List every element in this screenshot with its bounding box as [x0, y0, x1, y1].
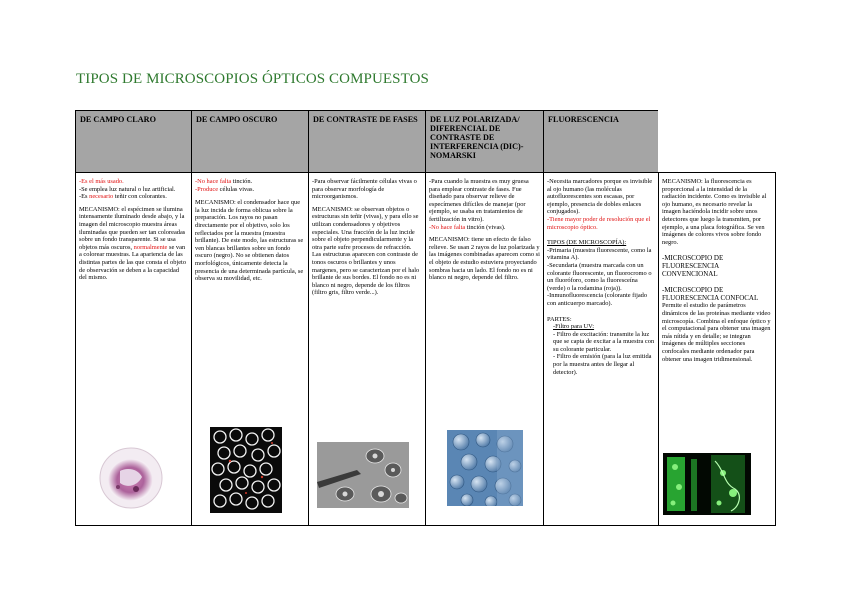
campo-claro-image	[98, 445, 164, 511]
campo-oscuro-bullet2-red: -Produce	[195, 185, 219, 193]
header-fluorescencia: FLUORESCENCIA	[543, 110, 659, 173]
header-campo-claro: DE CAMPO CLARO	[75, 110, 192, 173]
microscopes-table	[75, 110, 776, 526]
campo-oscuro-bullet2-post: células vivas.	[218, 185, 255, 193]
campo-claro-bullet3-pre: -Es	[79, 193, 90, 201]
header-campo-oscuro: DE CAMPO OSCURO	[191, 110, 309, 173]
polarizada-intro: -Para cuando la muestra es muy gruesa para emplear contraste de fases. Fue diseñado para observar relieve de especímenes difíciles de manejar (por ejemplo, se usaba en tratamientos de fertilización in vitro).	[429, 178, 529, 223]
cell-fluorescencia	[543, 172, 659, 526]
cell-fluorescencia-detalle	[658, 172, 776, 526]
campo-oscuro-image	[210, 427, 282, 513]
fluorescencia-image	[663, 453, 751, 515]
campo-claro-bullet3-red: necesario	[89, 193, 114, 201]
fluorescencia-confocal-text: Permite el estudio de parámetros dinámicos de las proteínas mediante video microscopía. Combina el enfoque óptico y el computacional para obtener una imagen más nítida y en detalle; se integran imágenes de múltiples secciones confocales mediante ordenador para obtener una imagen tridimensional.	[662, 302, 771, 363]
campo-claro-bullet3-post: teñir con colorantes.	[113, 193, 167, 201]
campo-oscuro-bullet1-red: -No hace falta	[195, 178, 232, 185]
fluorescencia-mecanismo: MECANISMO: la fluorescencia es proporcional a la intensidad de la radiación incidente. Como es invisible al ojo humano, es necesario revelar la imagen haciéndola incidir sobre unos detectores que luego la transmiten, por ejemplo, a una placa fotográfica. Se ven imágenes de colores vivos sobre fondo negro.	[662, 178, 767, 246]
campo-claro-bullet2: -Se emplea luz natural o luz artificial.	[79, 185, 176, 193]
header-empty	[658, 110, 776, 173]
header-contraste-fases: DE CONTRASTE DE FASES	[308, 110, 426, 173]
campo-oscuro-bullet1-post: tinción.	[231, 178, 253, 185]
page-title: TIPOS DE MICROSCOPIOS ÓPTICOS COMPUESTOS	[76, 71, 429, 87]
fluorescencia-confocal: -MICROSCOPIO DE FLUORESCENCIA CONFOCAL	[662, 286, 759, 303]
cell-campo-claro	[75, 172, 192, 526]
polarizada-bullet-red: -No hace falta	[429, 223, 466, 231]
fluorescencia-tipo2: -Secundaria (muestra marcada con un colorante fluorescente, un fluorocromo o un fluoróforo, como la fluoresceína (verde) o la rodamina (roja)).	[547, 261, 652, 292]
fluorescencia-intro: -Necesita marcadores porque es invisible al ojo humano (las moléculas autofluorescentes son escasas, por ejemplo, presencia de dobles enlaces conjugados).	[547, 178, 653, 216]
cell-campo-oscuro	[191, 172, 309, 526]
fluorescencia-filtro1: - Filtro de excitación: transmite la luz que se capta de excitar a la muestra con su colorante particular.	[553, 330, 655, 353]
fluorescencia-partes-heading: PARTES:	[547, 315, 572, 323]
fluorescencia-tipo1: -Primaria (muestra fluorescente, como la vitamina A).	[547, 246, 652, 262]
fluorescencia-tipos-heading: TIPOS (DE MICROSCOPÍA):	[547, 239, 627, 247]
campo-claro-mecanismo-red: normalmente	[133, 243, 168, 251]
fluorescencia-filtro-heading: -Filtro para UV:	[553, 323, 595, 331]
fluorescencia-red-note: -Tiene mayor poder de resolución que el microscopio óptico.	[547, 215, 651, 231]
header-luz-polarizada: DE LUZ POLARIZADA/ DIFERENCIAL DE CONTRASTE DE INTERFERENCIA (DIC)- NOMARSKI	[425, 110, 544, 173]
contraste-intro: -Para observar fácilmente células vivas o para observar morfología de microorganismos.	[312, 178, 417, 201]
contraste-mecanismo: MECANISMO: se observan objetos o estructuras sin teñir (vivas), y para ello se utilizan condensadores y objetivos especiales. Una fracción de la luz incide sobre el objeto perpendicularmente y la otra parte sufre procesos de refracción. Las estructuras aparecen con contraste de tonos oscuros o brillantes y unos margenes, pero se caracterizan por el halo brillante de sus bordes. El fondo no es ni blanco ni negro, depende de los filtros (filtro gris, filtro verde...).	[312, 205, 420, 297]
polarizada-bullet-post: tinción (vivas).	[465, 223, 506, 231]
polarizada-mecanismo: MECANISMO: tiene un efecto de falso relieve. Se usan 2 rayos de luz polarizada y las imágenes combinadas aparecen como si el objeto de estudio estuviera proyectando sombras hacia un lado. El fondo no es ni blanco ni negro, depende del filtro.	[429, 236, 540, 282]
luz-polarizada-image	[447, 430, 523, 506]
campo-claro-bullet1: -Es el más usado.	[79, 178, 124, 185]
campo-claro-mecanismo: MECANISMO: el espécimen se ilumina intensamente iluminado desde abajo, y la imagen del microscopio muestra áreas iluminadas que pueden ser tan coloreadas sobre un fondo transparente. Si se usa objetos más oscuros,	[79, 205, 186, 251]
cell-contraste-fases	[308, 172, 426, 526]
fluorescencia-convencional: -MICROSCOPIO DE FLUORESCENCIA CONVENCIONAL	[662, 254, 724, 279]
campo-oscuro-mecanismo: MECANISMO: el condensador hace que la luz incida de forma oblicua sobre la preparación. Los rayos no pasan directamente por el objetivo, solo los reflectados por la muestra (muestra brillante). De este modo, las estructuras se ven blancas brillantes sobre un fondo oscuro (negro). No se obtienen datos morfológicos, únicamente detecta la presencia de una determinada partícula, se observa su movilidad, etc.	[195, 199, 304, 283]
campo-claro-mecanismo-post: se van a colorear muestras. La apariencia de las distintas partes de las que consta el objeto de observación se deben a la capacidad del mismo.	[79, 243, 187, 282]
fluorescencia-filtro2: - Filtro de emisión (para la luz emitida por la muestra antes de llegar al detector).	[553, 353, 652, 376]
cell-luz-polarizada	[425, 172, 544, 526]
fluorescencia-tipo3: -Inmunofluorescencia (colorante fijado con anticuerpo marcado).	[547, 292, 648, 307]
contraste-fases-image	[317, 442, 409, 508]
